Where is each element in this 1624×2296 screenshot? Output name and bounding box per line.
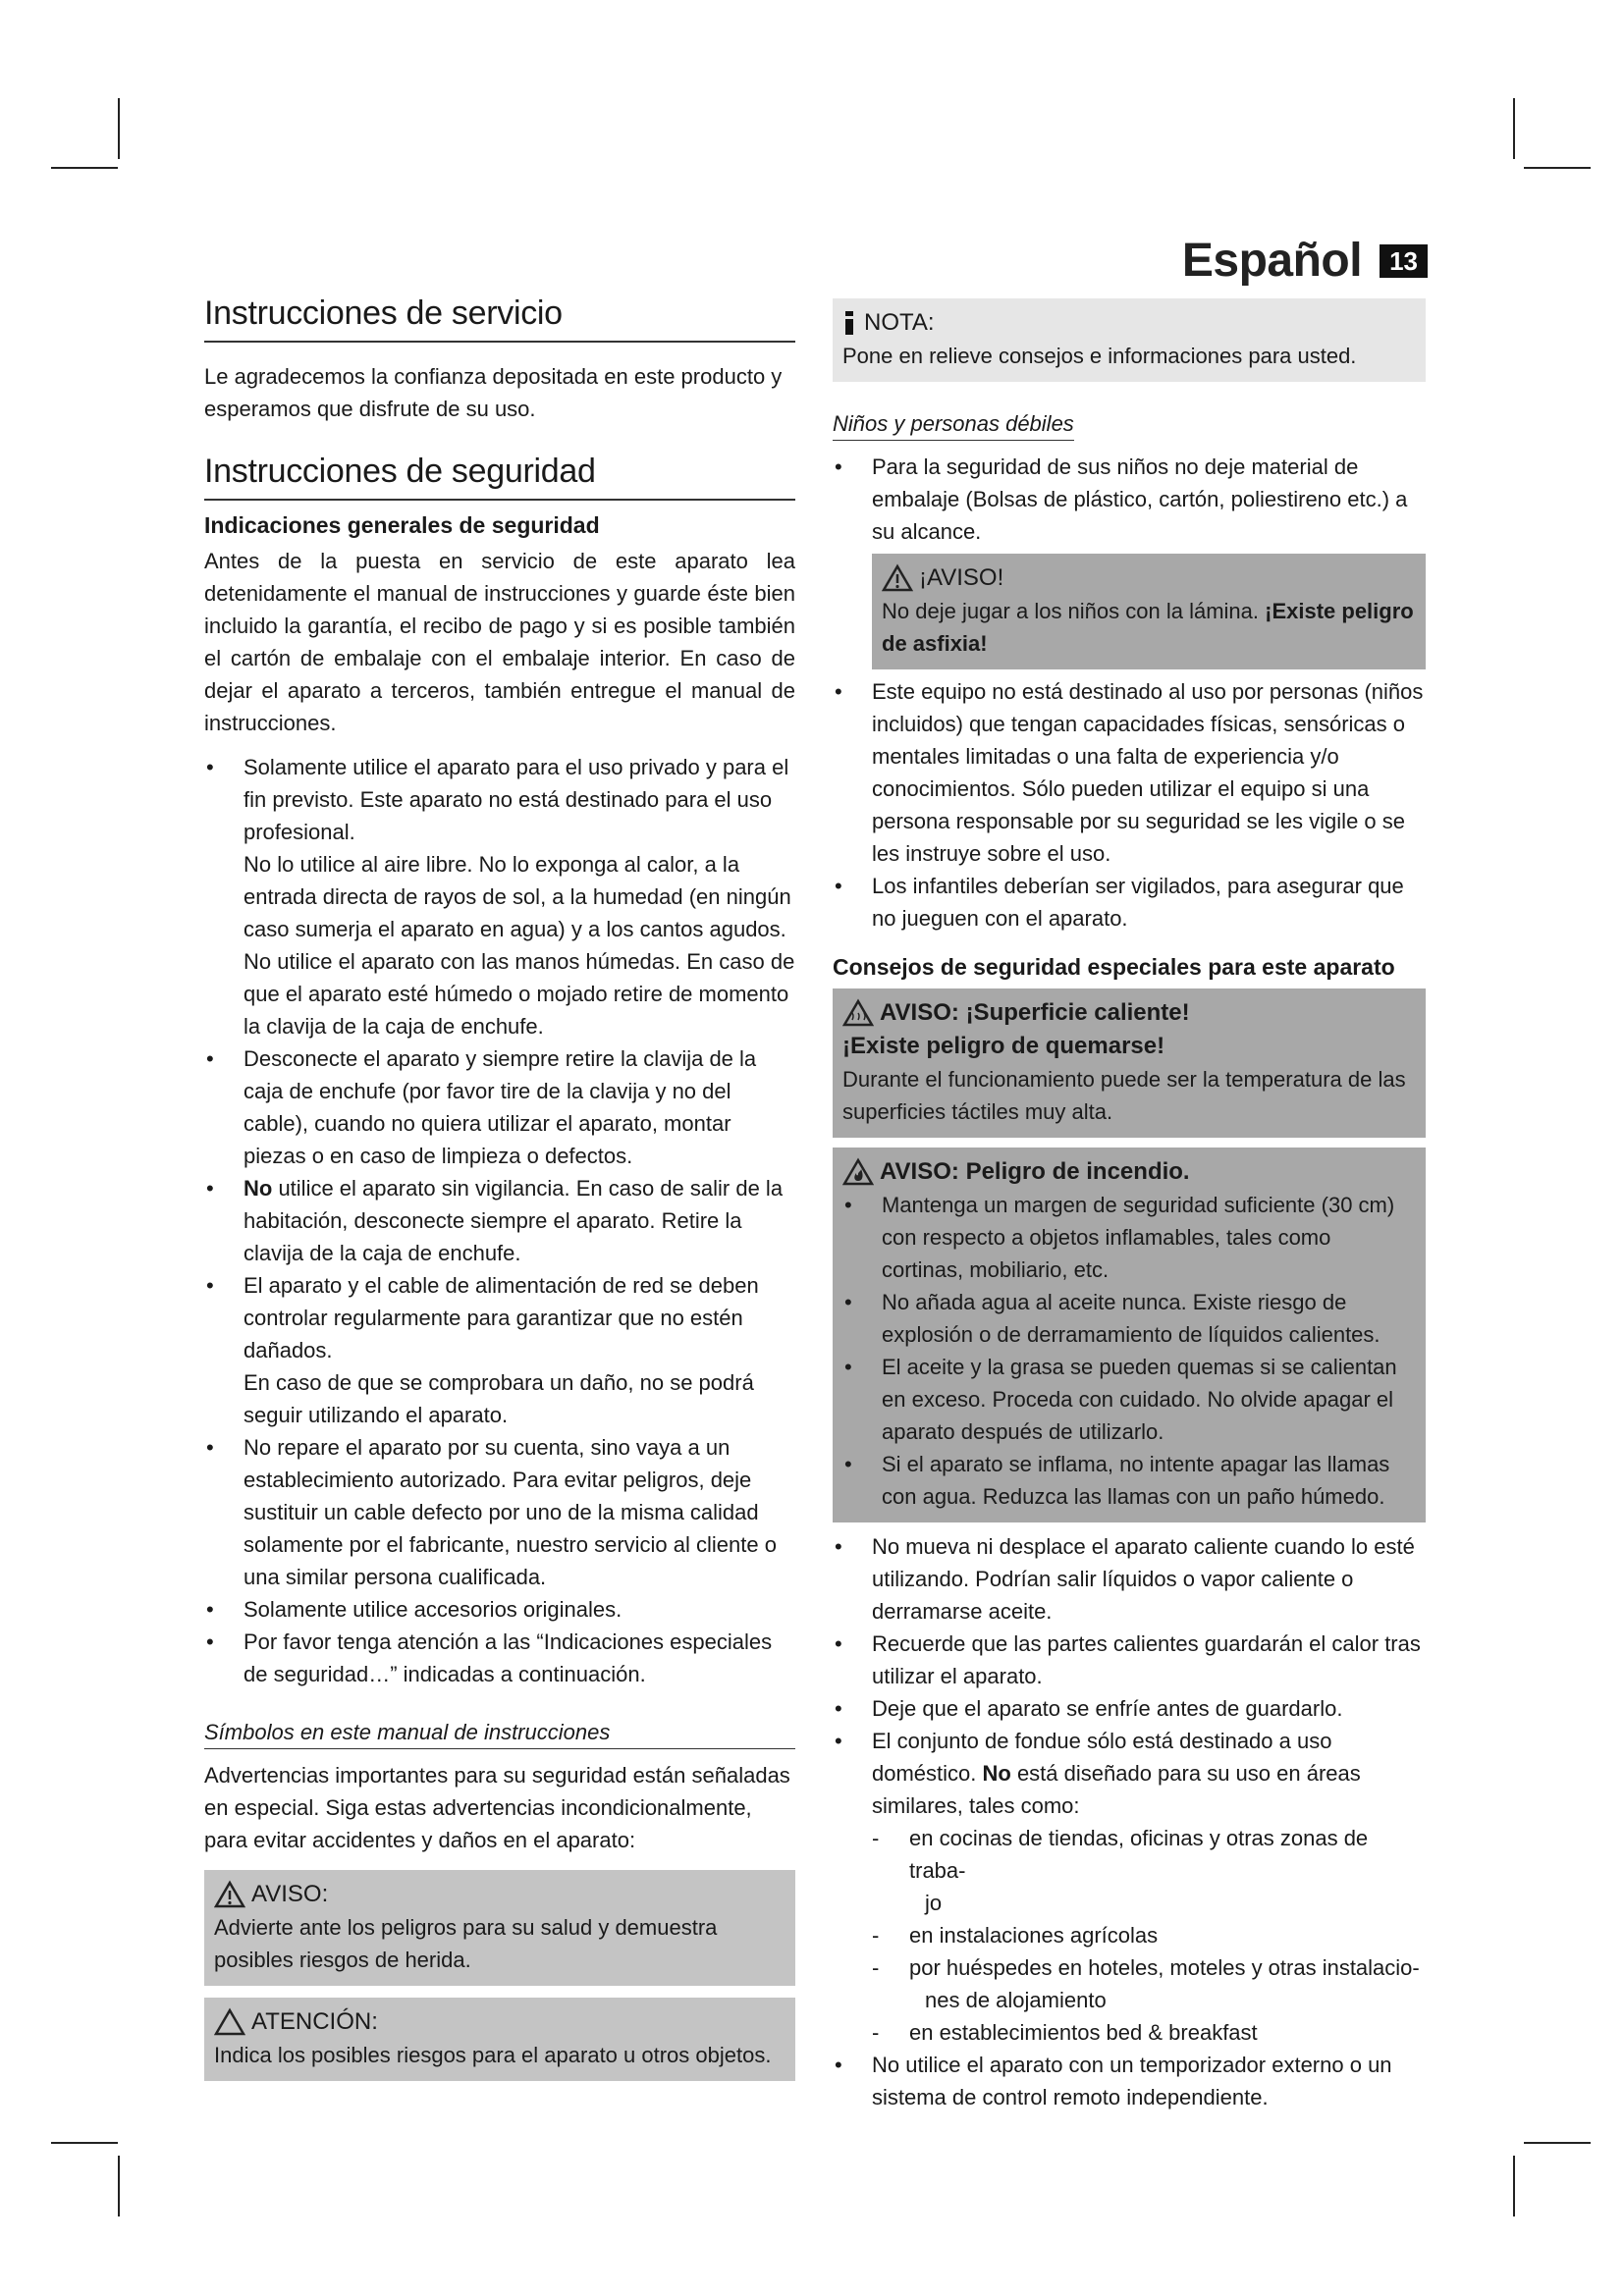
dash-item: - en instalaciones agrícolas xyxy=(833,1919,1426,1951)
hot-surface-icon xyxy=(842,998,874,1028)
list-item: • Desconecte el aparato y siempre retire la clavija de la caja de enchufe (por favor tire de la clavija y no del cable), cuando no quiera utilizar el aparato, montar piezas o en caso de limpieza o defectos. xyxy=(204,1042,795,1172)
warning-icon xyxy=(214,1880,245,1909)
list-item: • Mantenga un margen de seguridad suficiente (30 cm) con respecto a objetos inflamables, tales como cortinas, mobiliario, etc. xyxy=(842,1189,1416,1286)
crop-mark xyxy=(1513,2156,1515,2216)
fire-box xyxy=(833,1148,1426,1522)
symbols-heading: Símbolos en este manual de instrucciones xyxy=(204,1720,611,1744)
title-service: Instrucciones de servicio xyxy=(204,294,795,343)
special-bullets xyxy=(833,1530,1426,1822)
hot-surface-box xyxy=(833,988,1426,1138)
symbols-text: Advertencias importantes para su seguridad están señaladas en especial. Siga estas advertencias incondicionalmente, para evitar accidentes y daños en el aparato: xyxy=(204,1763,790,1852)
children-heading-wrap xyxy=(833,411,1426,451)
list-item: • No utilice el aparato con un temporizador externo o un sistema de control remoto independiente. xyxy=(833,2049,1426,2113)
info-icon xyxy=(842,307,858,339)
crop-mark xyxy=(1524,167,1591,169)
fire-box-list xyxy=(842,1189,1416,1513)
aviso-small-box xyxy=(872,554,1426,669)
atencion-box-text: Indica los posibles riesgos para el aparato u otros objetos. xyxy=(214,2043,772,2067)
dash-item: - por huéspedes en hoteles, moteles y otras instalacio- nes de alojamiento xyxy=(833,1951,1426,2016)
nota-box-text: Pone en relieve consejos e informaciones para usted. xyxy=(842,344,1357,368)
crop-mark xyxy=(51,167,118,169)
fire-box-title: AVISO: Peligro de incendio. xyxy=(842,1155,1416,1189)
title-safety: Instrucciones de seguridad xyxy=(204,453,795,501)
crop-mark xyxy=(1513,98,1515,159)
caution-icon xyxy=(214,2007,245,2037)
symbols-heading-rule xyxy=(204,1720,795,1749)
crop-mark xyxy=(118,2156,120,2216)
atencion-box xyxy=(204,1998,795,2081)
general-heading: Indicaciones generales de seguridad xyxy=(204,512,600,538)
page-number: 13 xyxy=(1380,244,1428,278)
list-item: • Solamente utilice el aparato para el uso privado y para el fin previsto. Este aparato no está destinado para el uso profesional. xyxy=(204,751,795,848)
crop-mark xyxy=(51,2142,118,2144)
list-item: • Para la seguridad de sus niños no deje material de embalaje (Bolsas de plástico, cartón, poliestireno etc.) a su alcance. xyxy=(833,451,1426,548)
aviso-box xyxy=(204,1870,795,1986)
list-item: • El conjunto de fondue sólo está destinado a uso doméstico. No está diseñado para su uso en áreas similares, tales como: xyxy=(833,1725,1426,1822)
list-item-continuation: En caso de que se comprobara un daño, no se podrá seguir utilizando el aparato. xyxy=(244,1370,754,1427)
hot-box-text: Durante el funcionamiento puede ser la temperatura de las superficies táctiles muy alta. xyxy=(842,1067,1406,1124)
crop-mark xyxy=(1524,2142,1591,2144)
aviso-small-title: ¡AVISO! xyxy=(882,561,1416,595)
aviso-small-text: No deje jugar a los niños con la lámina. ¡Existe peligro de asfixia! xyxy=(882,599,1414,656)
left-column xyxy=(204,285,795,2081)
list-item: • Deje que el aparato se enfríe antes de guardarlo. xyxy=(833,1692,1426,1725)
nota-box-title: NOTA: xyxy=(842,306,1416,340)
list-item: • Solamente utilice accesorios originales. xyxy=(204,1593,795,1626)
aviso-box-title: AVISO: xyxy=(214,1878,785,1911)
crop-mark xyxy=(118,98,120,159)
children-bullets-2 xyxy=(833,675,1426,934)
right-column xyxy=(833,285,1426,2113)
list-item: • Recuerde que las partes calientes guardarán el calor tras utilizar el aparato. xyxy=(833,1628,1426,1692)
list-item: • El aceite y la grasa se pueden quemas si se calientan en exceso. Proceda con cuidado. No olvide apagar el aparato después de utilizarlo. xyxy=(842,1351,1416,1448)
general-bullets xyxy=(204,751,795,1690)
children-bullets xyxy=(833,451,1426,548)
hot-box-subtitle: ¡Existe peligro de quemarse! xyxy=(842,1033,1165,1059)
general-text: Antes de la puesta en servicio de este aparato lea detenidamente el manual de instrucciones y guarde éste bien incluido la garantía, el recibo de pago y si es posible también el cartón de embalaje con el embalaje interior. En caso de dejar el aparato a terceros, también entregue el manual de instrucciones. xyxy=(204,549,795,735)
nota-box xyxy=(833,298,1426,382)
list-item-continuation: No lo utilice al aire libre. No lo exponga al calor, a la entrada directa de rayos de sol, a la humedad (en ningún caso sumerja el aparato en agua) y a los cantos agudos. No utilice el aparato con las manos húmedas. En caso de que el aparato esté húmedo o mojado retire de momento la clavija de la caja de enchufe. xyxy=(244,852,795,1039)
page-header xyxy=(1182,234,1428,288)
atencion-box-title: ATENCIÓN: xyxy=(214,2005,785,2039)
list-item: • Este equipo no está destinado al uso por personas (niños incluidos) que tengan capacidades físicas, sensóricas o mentales limitadas o una falta de experiencia y/o conocimientos. Sólo pueden utilizar el equipo si una persona responsable por su seguridad se les vigile o se les instruye sobre el uso. xyxy=(833,675,1426,870)
special-heading: Consejos de seguridad especiales para este aparato xyxy=(833,954,1395,980)
list-item: • No repare el aparato por su cuenta, sino vaya a un establecimiento autorizado. Para evitar peligros, deje sustituir un cable defecto por uno de la misma calidad solamente por el fabricante, nuestro servicio al cliente o una similar persona cualificada. xyxy=(204,1431,795,1593)
list-item: • No mueva ni desplace el aparato caliente cuando lo esté utilizando. Podrían salir líquidos o vapor caliente o derramarse aceite. xyxy=(833,1530,1426,1628)
warning-icon xyxy=(882,563,913,593)
children-heading: Niños y personas débiles xyxy=(833,411,1074,441)
list-item: • El aparato y el cable de alimentación de red se deben controlar regularmente para garantizar que no estén dañados. xyxy=(204,1269,795,1366)
dash-item: - en establecimientos bed & breakfast xyxy=(833,2016,1426,2049)
last-bullet xyxy=(833,2049,1426,2113)
aviso-box-text: Advierte ante los peligros para su salud y demuestra posibles riesgos de herida. xyxy=(214,1915,718,1972)
list-item: • Los infantiles deberían ser vigilados, para asegurar que no jueguen con el aparato. xyxy=(833,870,1426,934)
list-item: • Por favor tenga atención a las “Indicaciones especiales de seguridad…” indicadas a continuación. xyxy=(204,1626,795,1690)
language-title: Español xyxy=(1181,235,1363,287)
list-item: • Si el aparato se inflama, no intente apagar las llamas con agua. Reduzca las llamas con un paño húmedo. xyxy=(842,1448,1416,1513)
fire-icon xyxy=(842,1157,874,1187)
list-item: • No añada agua al aceite nunca. Existe riesgo de explosión o de derramamiento de líquidos calientes. xyxy=(842,1286,1416,1351)
intro-text: Le agradecemos la confianza depositada en este producto y esperamos que disfrute de su uso. xyxy=(204,364,783,421)
list-item: • No utilice el aparato sin vigilancia. En caso de salir de la habitación, desconecte siempre el aparato. Retire la clavija de la caja de enchufe. xyxy=(204,1172,795,1269)
dash-item: - en cocinas de tiendas, oficinas y otras zonas de traba- jo xyxy=(833,1822,1426,1919)
hot-box-title: AVISO: ¡Superficie caliente! xyxy=(842,996,1416,1030)
